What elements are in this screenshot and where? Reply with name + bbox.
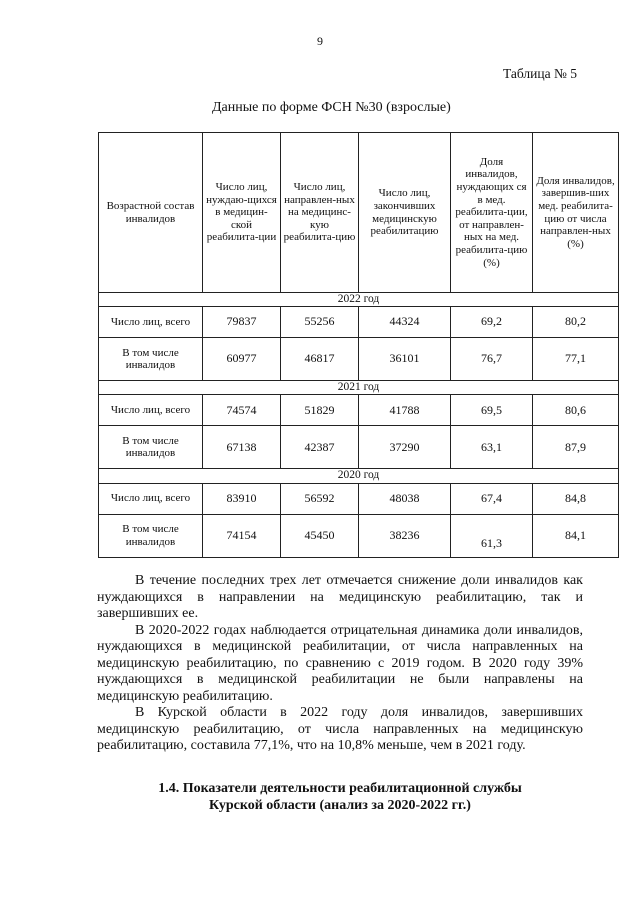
cell-share-needing: 69,2 — [451, 307, 533, 338]
row-label: В том числе инвалидов — [99, 338, 203, 381]
cell-completed: 41788 — [359, 395, 451, 426]
cell-share-needing: 67,4 — [451, 483, 533, 514]
cell-needing: 60977 — [203, 338, 281, 381]
cell-referred: 42387 — [281, 426, 359, 469]
paragraph: В 2020-2022 годах наблюдается отрицательная динамика доли инвалидов, нуждающихся в медицинской реабилитации, от числа направленных на медицинскую реабилитацию, по сравнению с 2019 годом. В 2020 году 39% нуждающихся в медицинской реабилитации не были направлены на медицинскую реабилитацию. — [97, 622, 583, 704]
header-share-completed: Доля инвалидов, завершив-ших мед. реабилита-цию от числа направлен-ных (%) — [533, 133, 619, 293]
cell-completed: 37290 — [359, 426, 451, 469]
row-label: Число лиц, всего — [99, 395, 203, 426]
cell-needing: 74574 — [203, 395, 281, 426]
table-row — [99, 395, 619, 426]
table-number: Таблица № 5 — [503, 66, 577, 81]
data-table — [98, 132, 619, 558]
table-header-row — [99, 133, 619, 293]
row-label: В том числе инвалидов — [99, 426, 203, 469]
table-row — [99, 338, 619, 381]
year-row — [99, 381, 619, 395]
cell-share-needing: 76,7 — [451, 338, 533, 381]
section-heading-line: 1.4. Показатели деятельности реабилитационной службы — [158, 781, 522, 796]
table-row — [99, 483, 619, 514]
cell-share-completed: 84,1 — [533, 514, 619, 557]
row-label: В том числе инвалидов — [99, 514, 203, 557]
year-label: 2022 год — [99, 293, 619, 307]
paragraph: В Курской области в 2022 году доля инвалидов, завершивших медицинскую реабилитацию, от числа направленных на медицинскую реабилитацию, составила 77,1%, что на 10,8% меньше, чем в 2021 году. — [97, 705, 583, 753]
row-label: Число лиц, всего — [99, 483, 203, 514]
header-needing: Число лиц, нуждаю-щихся в медицин-ской реабилита-ции — [203, 133, 281, 293]
cell-share-completed: 80,2 — [533, 307, 619, 338]
cell-completed: 44324 — [359, 307, 451, 338]
header-age-group: Возрастной состав инвалидов — [99, 133, 203, 293]
header-completed: Число лиц, закончивших медицинскую реабилитацию — [359, 133, 451, 293]
cell-share-needing-value: 61,3 — [481, 535, 502, 550]
cell-needing: 67138 — [203, 426, 281, 469]
section-heading-line: Курской области (анализ за 2020-2022 гг.) — [209, 798, 471, 813]
cell-completed: 36101 — [359, 338, 451, 381]
cell-referred: 45450 — [281, 514, 359, 557]
cell-completed: 48038 — [359, 483, 451, 514]
table-title: Данные по форме ФСН №30 (взрослые) — [212, 100, 451, 115]
table-row — [99, 514, 619, 557]
row-label: Число лиц, всего — [99, 307, 203, 338]
paragraph: В течение последних трех лет отмечается снижение доли инвалидов как нуждающихся в направлении на медицинскую реабилитацию, так и завершивших ее. — [97, 573, 583, 621]
year-label: 2020 год — [99, 469, 619, 483]
cell-share-completed: 80,6 — [533, 395, 619, 426]
year-row — [99, 293, 619, 307]
cell-needing: 79837 — [203, 307, 281, 338]
header-share-needing: Доля инвалидов, нуждающих ся в мед. реабилита-ции, от направлен-ных на мед. реабилита-цию (%) — [451, 133, 533, 293]
cell-share-completed: 77,1 — [533, 338, 619, 381]
cell-referred: 51829 — [281, 395, 359, 426]
cell-completed: 38236 — [359, 514, 451, 557]
cell-needing: 74154 — [203, 514, 281, 557]
cell-referred: 55256 — [281, 307, 359, 338]
cell-share-completed: 87,9 — [533, 426, 619, 469]
year-row — [99, 469, 619, 483]
year-label: 2021 год — [99, 381, 619, 395]
cell-share-completed: 84,8 — [533, 483, 619, 514]
header-referred: Число лиц, направлен-ных на медицинс-кую реабилита-цию — [281, 133, 359, 293]
cell-share-needing: 63,1 — [451, 426, 533, 469]
section-heading — [97, 780, 583, 814]
cell-referred: 56592 — [281, 483, 359, 514]
cell-share-needing — [451, 514, 533, 557]
body-text — [97, 573, 583, 755]
cell-share-needing: 69,5 — [451, 395, 533, 426]
cell-needing: 83910 — [203, 483, 281, 514]
cell-referred: 46817 — [281, 338, 359, 381]
table-row — [99, 426, 619, 469]
page-number: 9 — [317, 34, 323, 48]
table-row — [99, 307, 619, 338]
